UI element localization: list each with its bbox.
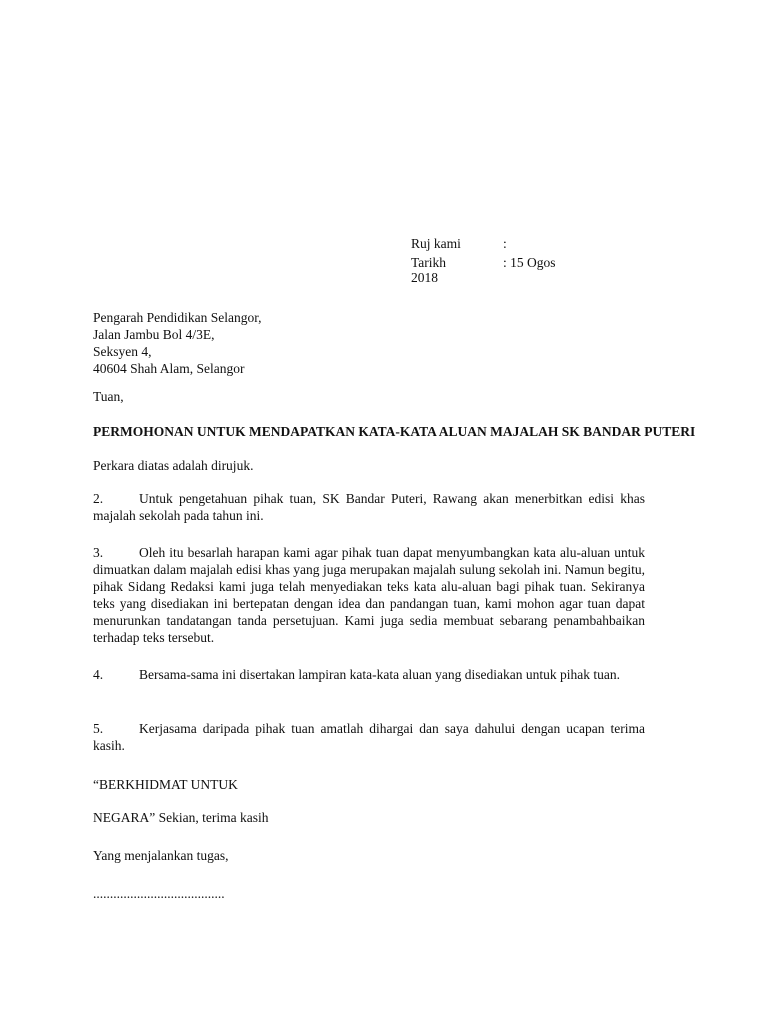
address-line: Jalan Jambu Bol 4/3E,: [93, 327, 215, 342]
subject-heading: PERMOHONAN UNTUK MENDAPATKAN KATA-KATA ALUAN MAJALAH SK BANDAR PUTERI: [93, 424, 696, 439]
signature-placeholder: .......................................: [93, 886, 225, 901]
paragraph-number: 2.: [93, 491, 104, 506]
salutation: Tuan,: [93, 389, 124, 404]
motto-line-1: “BERKHIDMAT UNTUK: [93, 777, 238, 792]
paragraph-number: 3.: [93, 545, 104, 560]
paragraph-4: [93, 666, 645, 683]
address-line: Seksyen 4,: [93, 344, 152, 359]
paragraph-text: Kerjasama daripada pihak tuan amatlah dihargai dan saya dahului dengan ucapan terima kasih.: [93, 721, 645, 753]
tarikh-year: 2018: [411, 270, 438, 285]
address-line: Pengarah Pendidikan Selangor,: [93, 310, 262, 325]
paragraph-text: Bersama-sama ini disertakan lampiran kata-kata aluan yang disediakan untuk pihak tuan.: [139, 667, 620, 682]
paragraph-text: Oleh itu besarlah harapan kami agar pihak tuan dapat menyumbangkan kata alu-aluan untuk dimuatkan dalam majalah edisi khas yang juga merupakan majalah sulung sekolah ini. Namun begitu, pihak Sidang Redaksi kami juga telah menyediakan teks kata alu-aluan bagi pihak tuan. Sekiranya teks yang disediakan ini bertepatan dengan idea dan pandangan tuan, kami mohon agar tuan dapat menurunkan tandatangan tanda persetujuan. Kami juga sedia membuat sebarang penambahbaikan terhadap teks tersebut.: [93, 545, 645, 645]
closing-line: Yang menjalankan tugas,: [93, 848, 229, 863]
opening-line: Perkara diatas adalah dirujuk.: [93, 458, 254, 473]
tarikh-value: : 15 Ogos: [503, 255, 556, 270]
paragraph-5: [93, 720, 645, 754]
paragraph-3: [93, 544, 645, 646]
recipient-address: [93, 309, 645, 377]
ruj-colon: :: [503, 236, 507, 251]
paragraph-number: 5.: [93, 721, 104, 736]
tarikh-label: Tarikh: [411, 255, 447, 270]
paragraph-number: 4.: [93, 667, 104, 682]
address-line: 40604 Shah Alam, Selangor: [93, 361, 245, 376]
paragraph-text: Untuk pengetahuan pihak tuan, SK Bandar Puteri, Rawang akan menerbitkan edisi khas majalah sekolah pada tahun ini.: [93, 491, 645, 523]
paragraph-2: [93, 490, 645, 524]
ruj-label: Ruj kami: [411, 236, 461, 251]
motto-line-2: NEGARA” Sekian, terima kasih: [93, 810, 269, 825]
